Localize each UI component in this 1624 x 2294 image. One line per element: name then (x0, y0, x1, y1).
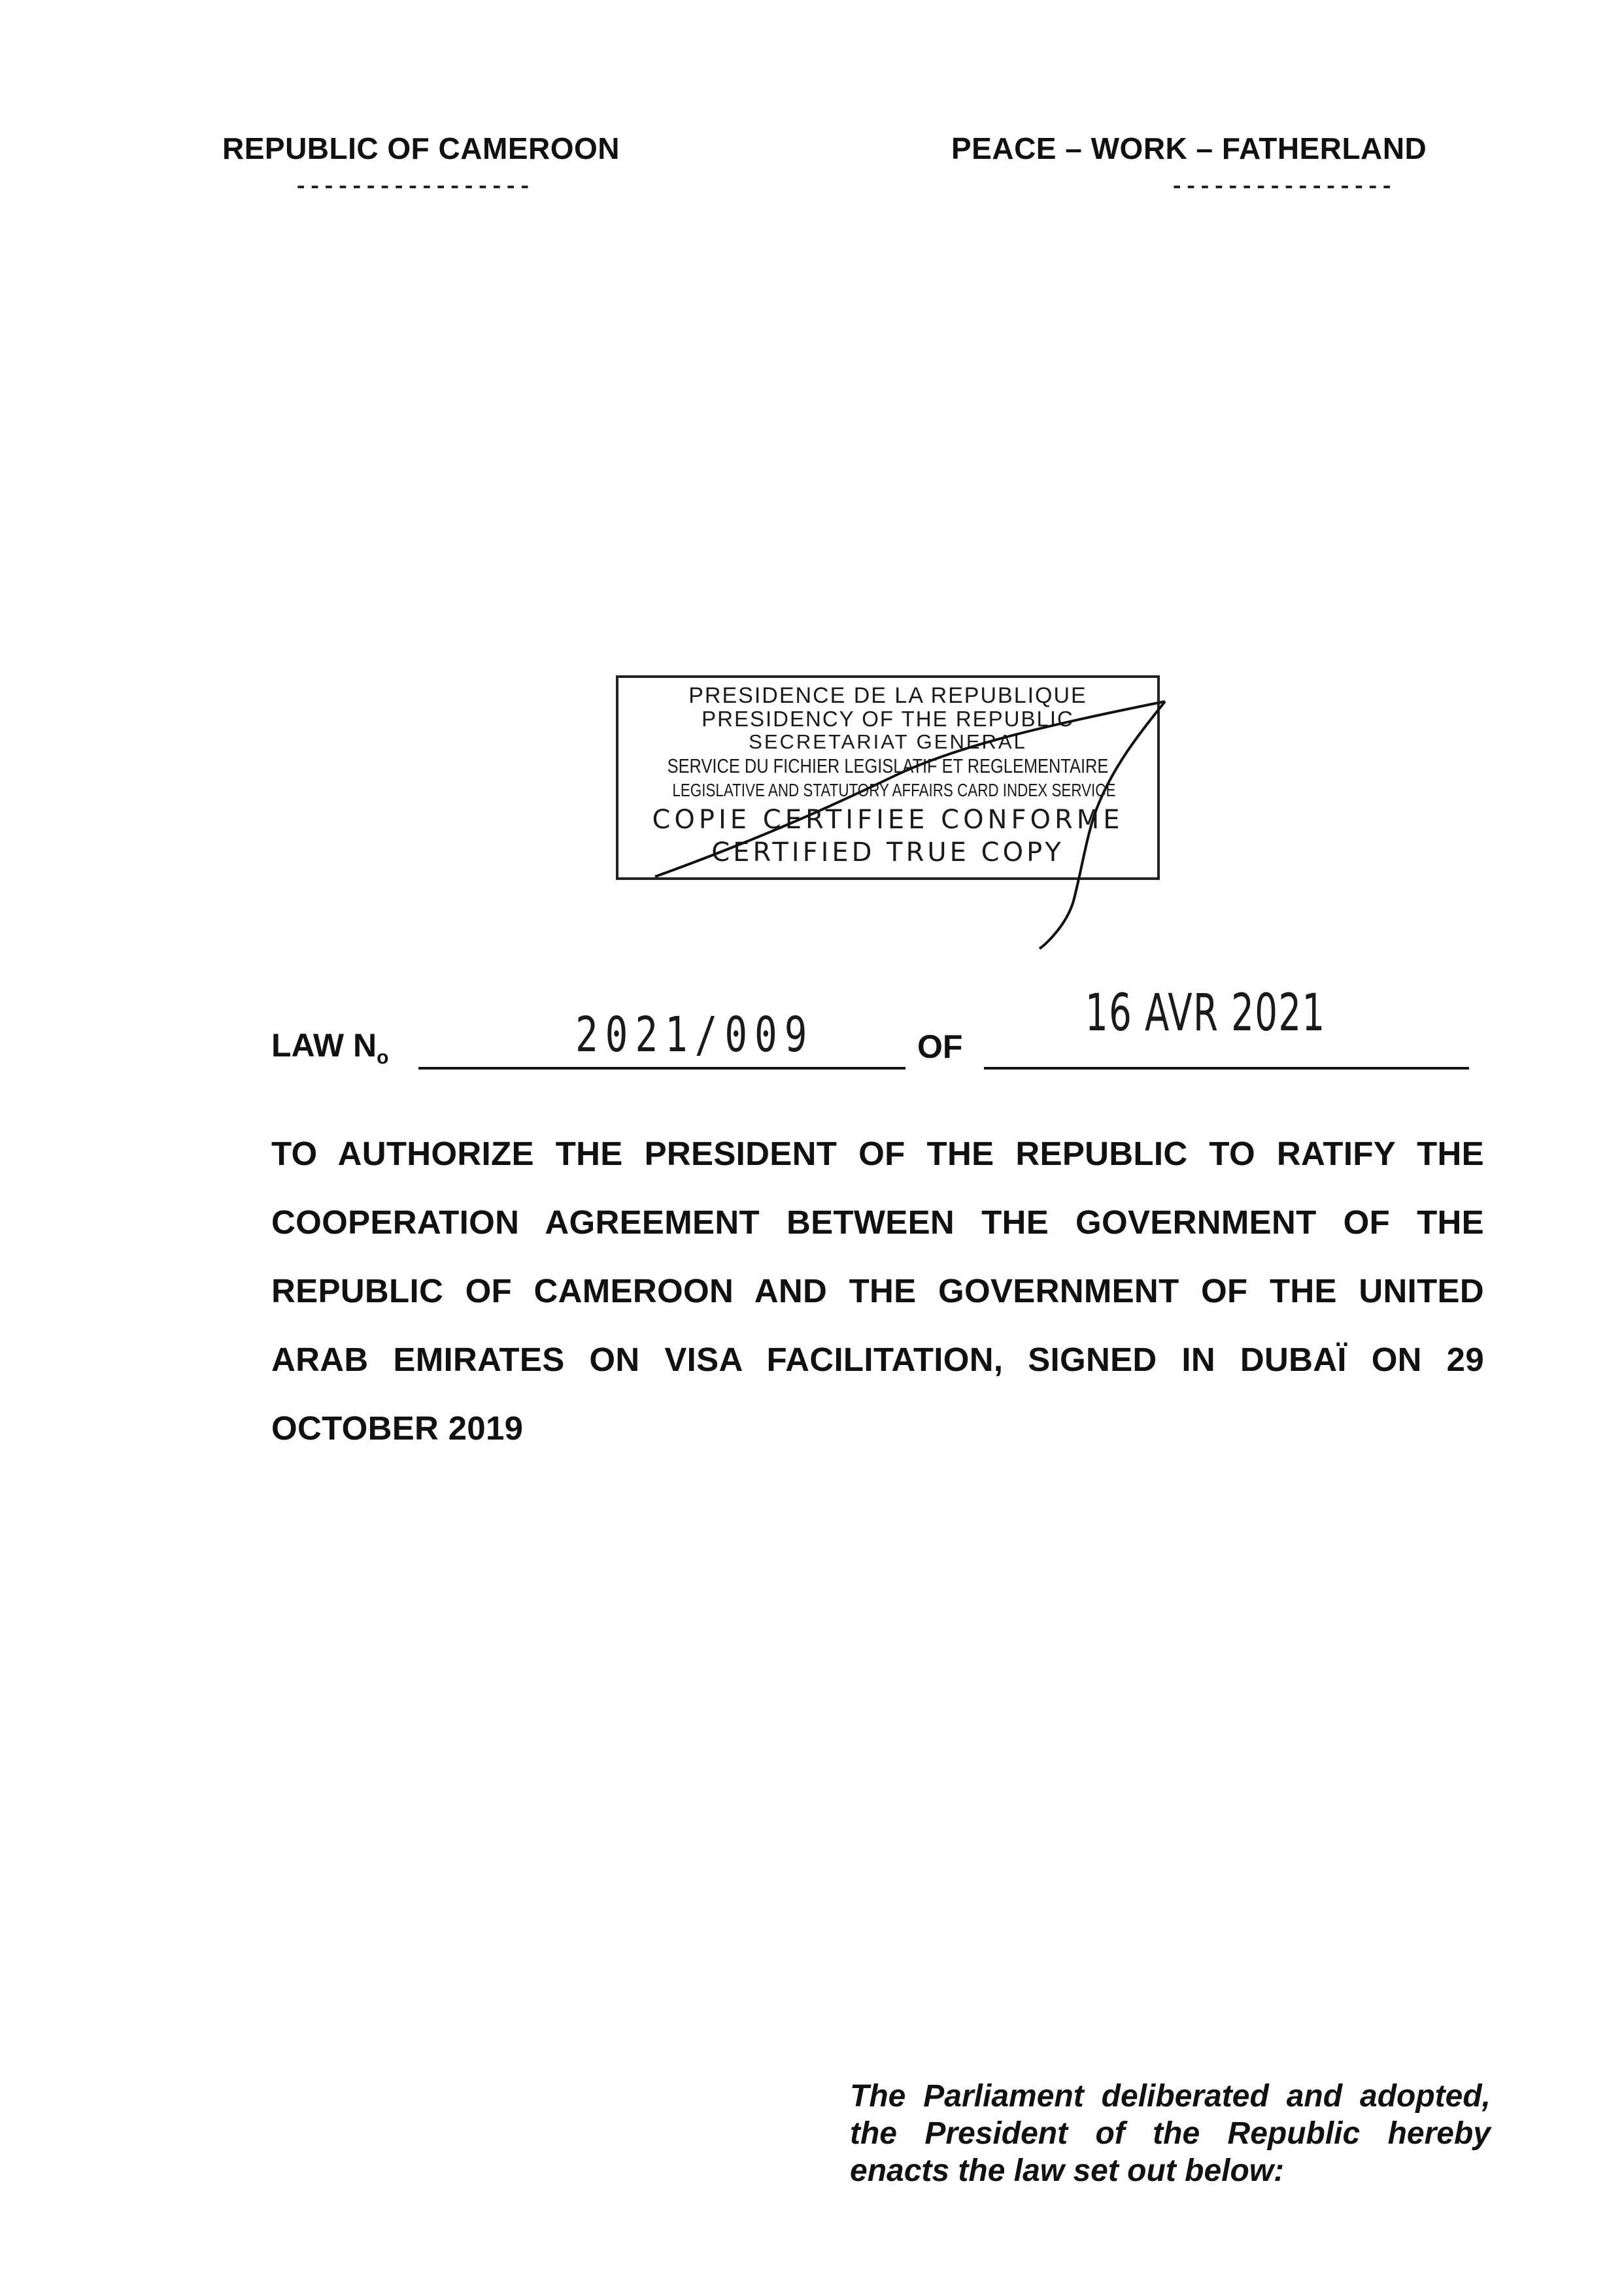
law-date-label: OF (917, 1028, 963, 1065)
law-number-label: LAW $N_o$ (271, 1027, 389, 1068)
national-motto: PEACE – WORK – FATHERLAND (951, 131, 1427, 165)
handwritten-signature (616, 675, 1191, 950)
enacting-formula: The Parliament deliberated and adopted, the President of the Republic hereby enacts the law set out below: (850, 2079, 1491, 2188)
law-date-stamp: 16 AVR 2021 (1085, 984, 1326, 1043)
stamp-line-presidency: PRESIDENCY OF THE REPUBLIC (702, 707, 1074, 731)
country-name-separator: ----------------- (294, 175, 532, 200)
national-motto-separator: ---------------- (1170, 175, 1395, 200)
law-date-underline (984, 1067, 1469, 1070)
stamp-line-service-en: LEGISLATIVE AND STATUTORY AFFAIRS CARD INDEX SERVICE (672, 780, 1116, 800)
law-title: TO AUTHORIZE THE PRESIDENT OF THE REPUBLIC TO RATIFY THE COOPERATION AGREEMENT BETWEEN THE GOVERNMENT OF THE REPUBLIC OF CAMEROON AND THE GOVERNMENT OF THE UNITED ARAB EMIRATES ON VISA FACILITATION, SIGNED IN DUBAÏ ON 29 OCTOBER 2019 (271, 1135, 1484, 1447)
stamp-line-service-fr: SERVICE DU FICHIER LEGISLATIF ET REGLEMENTAIRE (667, 754, 1109, 777)
stamp-line-copie-certifiee: COPIE CERTIFIEE CONFORME (652, 805, 1124, 835)
stamp-line-secretariat: SECRETARIAT GENERAL (749, 730, 1027, 753)
law-number-value: 2021/009 (575, 1007, 815, 1063)
country-name: REPUBLIC OF CAMEROON (222, 131, 620, 165)
stamp-line-certified-copy: CERTIFIED TRUE COPY (711, 837, 1064, 868)
stamp-line-presidence: PRESIDENCE DE LA REPUBLIQUE (688, 683, 1087, 708)
law-number-underline (418, 1067, 905, 1070)
